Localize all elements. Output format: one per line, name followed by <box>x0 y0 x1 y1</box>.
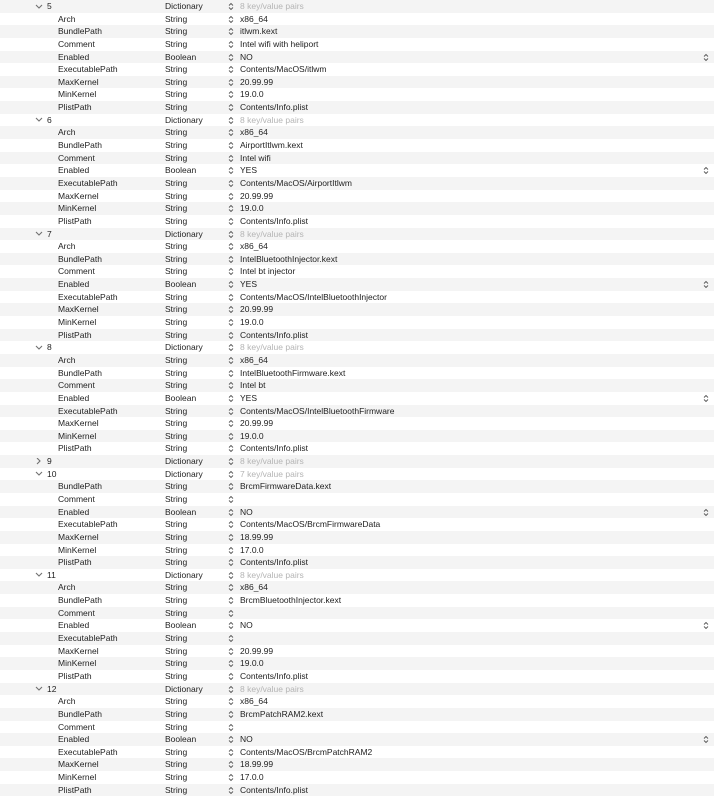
row-value[interactable]: BrcmFirmwareData.kext <box>240 481 332 492</box>
row-count-label: 8 key/value pairs <box>240 456 304 467</box>
row-value[interactable]: x86_64 <box>240 241 268 252</box>
row-value[interactable]: 18.99.99 <box>240 759 274 770</box>
row-key[interactable]: Enabled <box>58 506 90 517</box>
property-row[interactable] <box>0 63 714 76</box>
property-row[interactable] <box>0 556 714 569</box>
row-key[interactable]: BundlePath <box>58 26 102 37</box>
row-type[interactable]: String <box>165 127 188 138</box>
row-key[interactable]: MinKernel <box>58 772 97 783</box>
property-row[interactable] <box>0 88 714 101</box>
row-count-label: 8 key/value pairs <box>240 342 304 353</box>
property-row[interactable] <box>0 152 714 165</box>
property-row[interactable] <box>0 240 714 253</box>
row-key[interactable]: 8 <box>47 342 52 353</box>
property-row[interactable] <box>0 329 714 342</box>
row-type[interactable]: Boolean <box>165 51 197 62</box>
row-value[interactable]: Contents/Info.plist <box>240 102 309 113</box>
row-value[interactable]: 19.0.0 <box>240 203 264 214</box>
row-value[interactable]: Intel wifi with heliport <box>240 38 319 49</box>
row-value[interactable]: YES <box>240 392 258 403</box>
property-row[interactable] <box>0 493 714 506</box>
row-key[interactable]: MaxKernel <box>58 304 99 315</box>
row-type[interactable]: String <box>165 519 188 530</box>
property-row[interactable] <box>0 670 714 683</box>
row-key[interactable]: Arch <box>58 696 76 707</box>
row-value[interactable]: YES <box>240 279 258 290</box>
row-value[interactable]: 19.0.0 <box>240 430 264 441</box>
row-key[interactable]: PlistPath <box>58 215 92 226</box>
row-key[interactable]: Comment <box>58 38 95 49</box>
row-type[interactable]: String <box>165 633 188 644</box>
row-type[interactable]: String <box>165 670 188 681</box>
property-row[interactable] <box>0 101 714 114</box>
property-row[interactable] <box>0 531 714 544</box>
row-type[interactable]: Boolean <box>165 620 197 631</box>
row-type[interactable]: Boolean <box>165 734 197 745</box>
row-key[interactable]: PlistPath <box>58 443 92 454</box>
row-key[interactable]: MinKernel <box>58 658 97 669</box>
row-value[interactable]: 18.99.99 <box>240 531 274 542</box>
row-value[interactable]: 19.0.0 <box>240 89 264 100</box>
row-key[interactable]: 5 <box>47 1 52 11</box>
row-type[interactable]: String <box>165 329 188 340</box>
row-key[interactable]: ExecutablePath <box>58 519 118 530</box>
row-type[interactable]: String <box>165 418 188 429</box>
property-row[interactable] <box>0 215 714 228</box>
row-count-label: 8 key/value pairs <box>240 569 304 580</box>
property-row[interactable] <box>0 38 714 51</box>
row-type[interactable]: Dictionary <box>165 342 203 353</box>
property-row[interactable] <box>0 771 714 784</box>
row-key[interactable]: 10 <box>47 468 57 479</box>
row-type[interactable]: String <box>165 354 188 365</box>
row-value[interactable]: x86_64 <box>240 13 268 24</box>
property-row[interactable] <box>0 758 714 771</box>
row-key[interactable]: BundlePath <box>58 253 102 264</box>
row-value[interactable]: 20.99.99 <box>240 418 274 429</box>
row-value[interactable]: Intel bt injector <box>240 266 296 277</box>
row-value[interactable]: 20.99.99 <box>240 645 274 656</box>
row-key[interactable]: ExecutablePath <box>58 64 118 75</box>
row-key[interactable]: MinKernel <box>58 89 97 100</box>
row-type[interactable]: String <box>165 405 188 416</box>
row-key[interactable]: Arch <box>58 127 76 138</box>
dictionary-row[interactable] <box>0 341 714 354</box>
row-key[interactable]: Arch <box>58 241 76 252</box>
property-row[interactable] <box>0 392 714 405</box>
row-key[interactable]: 11 <box>47 569 56 580</box>
row-value[interactable]: itlwm.kext <box>240 26 278 37</box>
row-key[interactable]: ExecutablePath <box>58 177 118 188</box>
property-row[interactable] <box>0 139 714 152</box>
row-value[interactable]: NO <box>240 620 253 631</box>
property-row[interactable] <box>0 417 714 430</box>
dictionary-row[interactable] <box>0 455 714 468</box>
row-value[interactable]: x86_64 <box>240 354 268 365</box>
row-type[interactable]: String <box>165 582 188 593</box>
property-row[interactable] <box>0 544 714 557</box>
row-value[interactable]: AirportItlwm.kext <box>240 140 303 151</box>
row-key[interactable]: ExecutablePath <box>58 746 118 757</box>
property-row[interactable] <box>0 746 714 759</box>
row-value[interactable]: Contents/MacOS/IntelBluetoothInjector <box>240 291 387 302</box>
row-type[interactable]: String <box>165 443 188 454</box>
property-row[interactable] <box>0 76 714 89</box>
row-key[interactable]: 6 <box>47 114 52 125</box>
property-row[interactable] <box>0 695 714 708</box>
row-type[interactable]: String <box>165 241 188 252</box>
row-key[interactable]: Enabled <box>58 734 90 745</box>
row-type[interactable]: String <box>165 177 188 188</box>
row-type[interactable]: String <box>165 430 188 441</box>
row-type[interactable]: String <box>165 772 188 783</box>
row-value[interactable]: NO <box>240 506 253 517</box>
row-key[interactable]: Comment <box>58 493 95 504</box>
row-key[interactable]: 12 <box>47 683 57 694</box>
property-row[interactable] <box>0 164 714 177</box>
row-key[interactable]: MinKernel <box>58 544 97 555</box>
property-row[interactable] <box>0 480 714 493</box>
row-type[interactable]: String <box>165 38 188 49</box>
row-key[interactable]: ExecutablePath <box>58 633 118 644</box>
row-key[interactable]: MaxKernel <box>58 76 99 87</box>
row-key[interactable]: MinKernel <box>58 317 97 328</box>
dictionary-row[interactable] <box>0 0 714 13</box>
property-row[interactable] <box>0 632 714 645</box>
property-row[interactable] <box>0 126 714 139</box>
row-value[interactable]: Contents/MacOS/BrcmPatchRAM2 <box>240 746 373 757</box>
row-value[interactable]: Intel bt <box>240 380 266 391</box>
property-row[interactable] <box>0 619 714 632</box>
property-row[interactable] <box>0 51 714 64</box>
row-value[interactable]: Contents/Info.plist <box>240 215 309 226</box>
row-key[interactable]: PlistPath <box>58 557 92 568</box>
row-value[interactable]: x86_64 <box>240 582 268 593</box>
row-value[interactable]: 17.0.0 <box>240 544 264 555</box>
property-row[interactable] <box>0 581 714 594</box>
row-key[interactable]: 7 <box>47 228 52 239</box>
row-type[interactable]: String <box>165 203 188 214</box>
row-type[interactable]: String <box>165 102 188 113</box>
row-key[interactable]: MaxKernel <box>58 418 99 429</box>
property-row[interactable] <box>0 202 714 215</box>
row-value[interactable]: NO <box>240 51 253 62</box>
row-key[interactable]: Enabled <box>58 620 90 631</box>
row-type[interactable]: Dictionary <box>165 456 203 467</box>
property-row[interactable] <box>0 506 714 519</box>
row-value[interactable]: BrcmBluetoothInjector.kext <box>240 595 342 606</box>
row-key[interactable]: PlistPath <box>58 329 92 340</box>
dictionary-row[interactable] <box>0 569 714 582</box>
row-value[interactable]: Contents/MacOS/BrcmFirmwareData <box>240 519 381 530</box>
property-row[interactable] <box>0 303 714 316</box>
row-type[interactable]: String <box>165 26 188 37</box>
row-value[interactable]: Contents/MacOS/AirportItlwm <box>240 177 352 188</box>
row-type[interactable]: Dictionary <box>165 683 203 694</box>
row-type[interactable]: String <box>165 607 188 618</box>
row-type[interactable]: String <box>165 317 188 328</box>
row-type[interactable]: String <box>165 64 188 75</box>
row-count-label: 8 key/value pairs <box>240 114 304 125</box>
row-type[interactable]: Boolean <box>165 506 197 517</box>
row-type[interactable]: Dictionary <box>165 228 203 239</box>
row-type[interactable]: String <box>165 367 188 378</box>
row-key[interactable]: Arch <box>58 582 76 593</box>
property-row[interactable] <box>0 733 714 746</box>
row-type[interactable]: String <box>165 595 188 606</box>
row-value[interactable]: Contents/Info.plist <box>240 443 309 454</box>
property-row[interactable] <box>0 708 714 721</box>
row-type[interactable]: String <box>165 215 188 226</box>
row-key[interactable]: BundlePath <box>58 481 102 492</box>
row-value[interactable]: IntelBluetoothInjector.kext <box>240 253 338 264</box>
row-count-label: 7 key/value pairs <box>240 468 304 479</box>
row-value[interactable]: Contents/MacOS/IntelBluetoothFirmware <box>240 405 395 416</box>
row-type[interactable]: String <box>165 708 188 719</box>
row-count-label: 8 key/value pairs <box>240 228 304 239</box>
row-value[interactable]: 19.0.0 <box>240 317 264 328</box>
row-key[interactable]: 9 <box>47 456 52 467</box>
row-key[interactable]: PlistPath <box>58 102 92 113</box>
row-type[interactable]: String <box>165 304 188 315</box>
property-row[interactable] <box>0 253 714 266</box>
row-value[interactable]: 17.0.0 <box>240 772 264 783</box>
row-value[interactable]: 20.99.99 <box>240 190 274 201</box>
row-key[interactable]: MaxKernel <box>58 190 99 201</box>
row-key[interactable]: Arch <box>58 354 76 365</box>
row-key[interactable]: MaxKernel <box>58 759 99 770</box>
row-key[interactable]: Enabled <box>58 279 90 290</box>
row-key[interactable]: Comment <box>58 266 95 277</box>
row-key[interactable]: Enabled <box>58 51 90 62</box>
row-type[interactable]: String <box>165 721 188 732</box>
property-row[interactable] <box>0 430 714 443</box>
property-row[interactable] <box>0 784 714 797</box>
property-row[interactable] <box>0 442 714 455</box>
row-type[interactable]: String <box>165 696 188 707</box>
row-type[interactable]: Dictionary <box>165 468 203 479</box>
property-row[interactable] <box>0 278 714 291</box>
row-key[interactable]: Comment <box>58 721 95 732</box>
row-type[interactable]: String <box>165 152 188 163</box>
row-value[interactable]: x86_64 <box>240 696 268 707</box>
property-row[interactable] <box>0 354 714 367</box>
row-count-label: 8 key/value pairs <box>240 683 304 694</box>
row-key[interactable]: Enabled <box>58 165 90 176</box>
row-type[interactable]: Boolean <box>165 392 197 403</box>
property-row[interactable] <box>0 13 714 26</box>
row-type[interactable]: String <box>165 140 188 151</box>
property-row[interactable] <box>0 190 714 203</box>
row-value[interactable]: 20.99.99 <box>240 76 274 87</box>
row-value[interactable]: Contents/MacOS/itlwm <box>240 64 327 75</box>
row-key[interactable]: BundlePath <box>58 140 102 151</box>
row-type[interactable]: String <box>165 645 188 656</box>
row-key[interactable]: Enabled <box>58 392 90 403</box>
row-value[interactable]: YES <box>240 165 258 176</box>
row-type[interactable]: String <box>165 531 188 542</box>
row-type[interactable]: String <box>165 190 188 201</box>
property-row[interactable] <box>0 367 714 380</box>
property-row[interactable] <box>0 291 714 304</box>
row-type[interactable]: String <box>165 784 188 795</box>
row-key[interactable]: PlistPath <box>58 784 92 795</box>
row-type[interactable]: Boolean <box>165 279 197 290</box>
property-row[interactable] <box>0 316 714 329</box>
row-key[interactable]: BundlePath <box>58 367 102 378</box>
row-value[interactable]: 19.0.0 <box>240 658 264 669</box>
property-row[interactable] <box>0 657 714 670</box>
row-type[interactable]: String <box>165 493 188 504</box>
row-value[interactable]: IntelBluetoothFirmware.kext <box>240 367 346 378</box>
row-value[interactable]: Contents/Info.plist <box>240 784 309 795</box>
row-key[interactable]: PlistPath <box>58 670 92 681</box>
property-row[interactable] <box>0 518 714 531</box>
row-type[interactable]: String <box>165 253 188 264</box>
row-value[interactable]: NO <box>240 734 253 745</box>
property-row[interactable] <box>0 594 714 607</box>
dictionary-row[interactable] <box>0 683 714 696</box>
row-value[interactable]: Contents/Info.plist <box>240 557 309 568</box>
row-type[interactable]: String <box>165 544 188 555</box>
row-type[interactable]: String <box>165 746 188 757</box>
row-type[interactable]: String <box>165 89 188 100</box>
property-row[interactable] <box>0 379 714 392</box>
row-key[interactable]: Comment <box>58 607 95 618</box>
row-value[interactable]: BrcmPatchRAM2.kext <box>240 708 324 719</box>
row-key[interactable]: MinKernel <box>58 430 97 441</box>
row-type[interactable]: String <box>165 13 188 24</box>
property-row[interactable] <box>0 607 714 620</box>
property-row[interactable] <box>0 25 714 38</box>
row-value[interactable]: 20.99.99 <box>240 304 274 315</box>
row-type[interactable]: String <box>165 557 188 568</box>
row-value[interactable]: Contents/Info.plist <box>240 329 309 340</box>
row-key[interactable]: MaxKernel <box>58 531 99 542</box>
row-key[interactable]: Comment <box>58 152 95 163</box>
row-value[interactable]: Intel wifi <box>240 152 271 163</box>
property-row[interactable] <box>0 645 714 658</box>
row-type[interactable]: String <box>165 76 188 87</box>
row-key[interactable]: ExecutablePath <box>58 405 118 416</box>
row-type[interactable]: Boolean <box>165 165 197 176</box>
row-type[interactable]: String <box>165 291 188 302</box>
row-key[interactable]: Arch <box>58 13 76 24</box>
row-type[interactable]: Dictionary <box>165 114 203 125</box>
row-type[interactable]: Dictionary <box>165 1 203 11</box>
row-type[interactable]: String <box>165 266 188 277</box>
row-key[interactable]: MinKernel <box>58 203 97 214</box>
property-row[interactable] <box>0 177 714 190</box>
row-key[interactable]: BundlePath <box>58 595 102 606</box>
dictionary-row[interactable] <box>0 114 714 127</box>
row-type[interactable]: String <box>165 658 188 669</box>
row-type[interactable]: String <box>165 380 188 391</box>
row-type[interactable]: Dictionary <box>165 569 203 580</box>
row-key[interactable]: ExecutablePath <box>58 291 118 302</box>
row-type[interactable]: String <box>165 481 188 492</box>
dictionary-row[interactable] <box>0 468 714 481</box>
property-row[interactable] <box>0 721 714 734</box>
row-key[interactable]: Comment <box>58 380 95 391</box>
row-key[interactable]: MaxKernel <box>58 645 99 656</box>
dictionary-row[interactable] <box>0 228 714 241</box>
property-row[interactable] <box>0 265 714 278</box>
row-value[interactable]: x86_64 <box>240 127 268 138</box>
row-value[interactable]: Contents/Info.plist <box>240 670 309 681</box>
row-key[interactable]: BundlePath <box>58 708 102 719</box>
row-type[interactable]: String <box>165 759 188 770</box>
row-count-label: 8 key/value pairs <box>240 1 304 11</box>
property-row[interactable] <box>0 405 714 418</box>
